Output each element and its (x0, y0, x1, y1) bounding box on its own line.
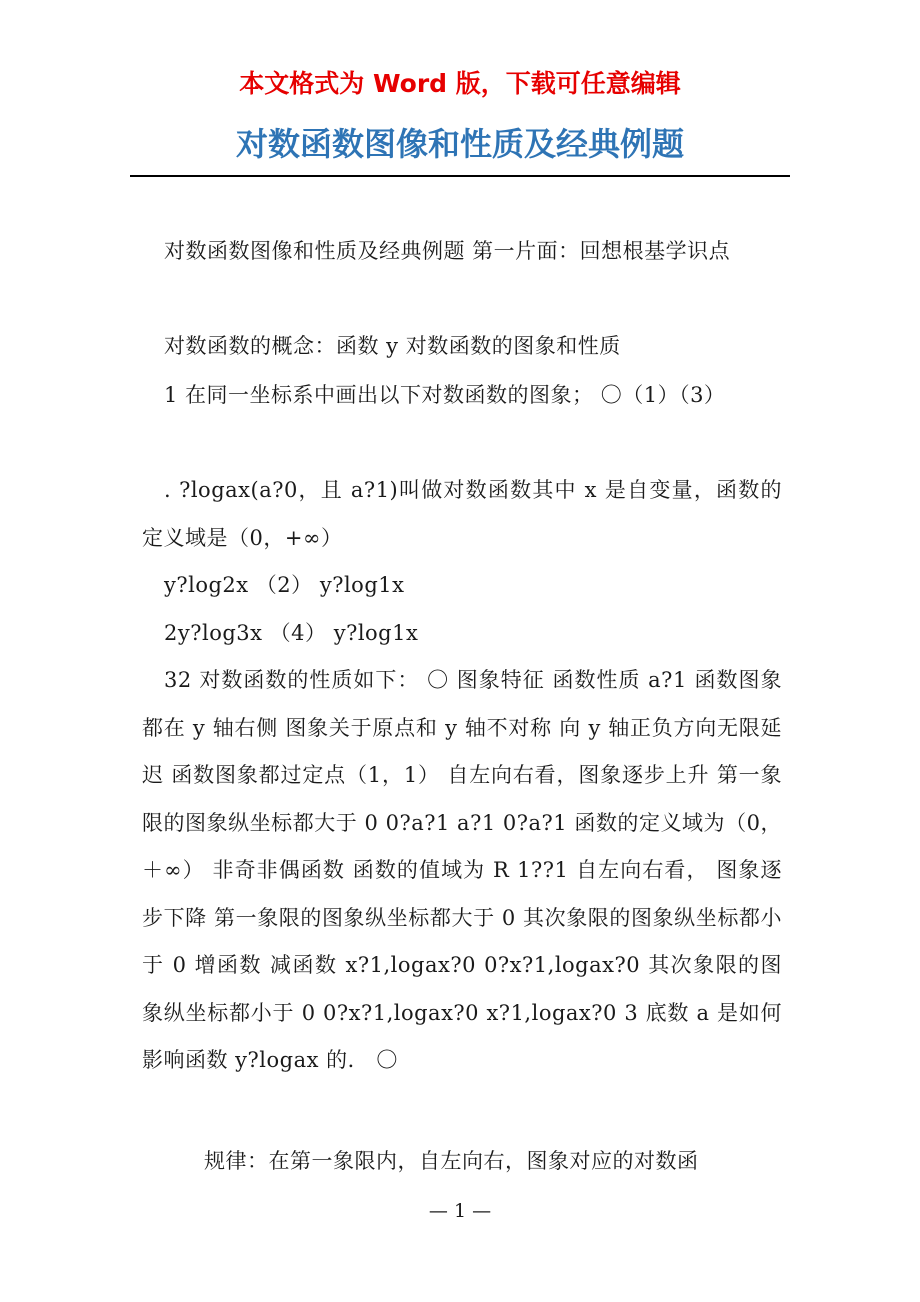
download-notice-banner: 本文格式为 Word 版，下载可任意编辑 (239, 69, 681, 98)
paragraph-intro: 对数函数图像和性质及经典例题 第一片面：回想根基学识点 (164, 239, 731, 263)
document-title: 对数函数图像和性质及经典例题 (235, 125, 684, 163)
paragraph-definition: . ?logax(a?0，且 a?1)叫做对数函数其中 x 是自变量，函数的定义域是（0，+∞） (142, 478, 782, 550)
paragraph-concept: 对数函数的概念：函数 y 对数函数的图象和性质 (164, 334, 621, 358)
paragraph-draw-graphs: 1 在同一坐标系中画出以下对数函数的图象； 〇（1）（3） (164, 383, 726, 407)
title-divider (130, 175, 790, 177)
paragraph-function-list-1: y?log2x （2） y?log1x (164, 573, 405, 597)
paragraph-properties: 32 对数函数的性质如下： 〇 图象特征 函数性质 a?1 函数图象都在 y 轴右侧 图象关于原点和 y 轴不对称 向 y 轴正负方向无限延迟 函数图象都过定点（1，1） 自左向右看，图象逐步上升 第一象限的图象纵坐标都大于 0 0?a?1 a?1 0?a?1 函数的定义域为（0，＋∞） 非奇非偶函数 函数的值域为 R 1??1 自左向右看， 图象逐步下降 第一象限的图象纵坐标都大于 0 其次象限的图象纵坐标都小于 0 增函数 减函数 x?1,logax?0 0?x?1,logax?0 其次象限的图象纵坐标都小于 0 0?x?1,logax?0 x?1,logax?0 3 底数 a 是如何影响函数 y?logax 的． 〇 (142, 668, 782, 1072)
paragraph-rule: 规律：在第一象限内，自左向右，图象对应的对数函 (204, 1149, 699, 1173)
page-number: — 1 — (428, 1200, 492, 1222)
paragraph-function-list-2: 2y?log3x （4） y?log1x (164, 621, 419, 645)
